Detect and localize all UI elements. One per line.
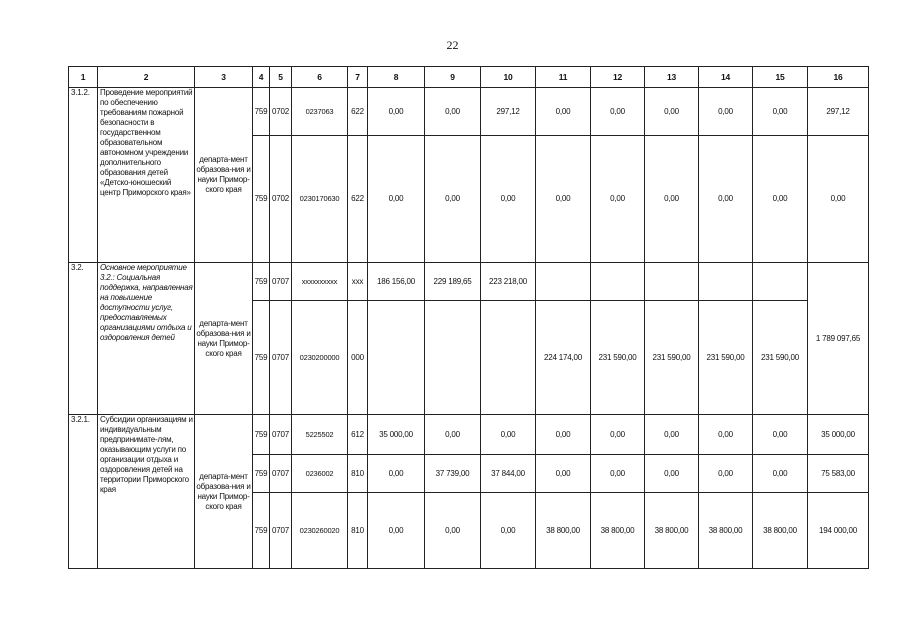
cell-rzpr: 0707 <box>270 415 292 455</box>
cell-value: 0,00 <box>536 455 591 493</box>
cell-value: 0,00 <box>368 136 425 263</box>
responsible-executor: департа-мент образова-ния и науки Примор-ского края <box>195 263 253 415</box>
cell-value <box>753 263 808 301</box>
budget-table <box>68 66 869 569</box>
table-row <box>69 263 869 301</box>
cell-value: 0,00 <box>425 493 481 569</box>
cell-value: 0,00 <box>645 136 699 263</box>
cell-total: 297,12 <box>808 88 869 136</box>
cell-value: 0,00 <box>699 455 753 493</box>
cell-value: 37 844,00 <box>481 455 536 493</box>
cell-value: 38 800,00 <box>753 493 808 569</box>
cell-vr: xxx <box>348 263 368 301</box>
column-header: 15 <box>753 67 808 88</box>
cell-value <box>645 263 699 301</box>
cell-csr: 0230260020 <box>292 493 348 569</box>
cell-total: 1 789 097,65 <box>808 263 869 415</box>
column-header: 2 <box>98 67 195 88</box>
cell-csr: 0237063 <box>292 88 348 136</box>
cell-value: 0,00 <box>591 88 645 136</box>
table-header-row <box>69 67 869 88</box>
cell-value: 229 189,65 <box>425 263 481 301</box>
cell-total: 75 583,00 <box>808 455 869 493</box>
cell-value: 0,00 <box>753 415 808 455</box>
cell-value: 38 800,00 <box>591 493 645 569</box>
column-header: 7 <box>348 67 368 88</box>
cell-total: 194 000,00 <box>808 493 869 569</box>
cell-csr: 0230200000 <box>292 301 348 415</box>
column-header: 12 <box>591 67 645 88</box>
cell-value: 38 800,00 <box>645 493 699 569</box>
cell-value: 0,00 <box>425 88 481 136</box>
column-header: 5 <box>270 67 292 88</box>
cell-value <box>425 301 481 415</box>
cell-value: 186 156,00 <box>368 263 425 301</box>
cell-rzpr: 0702 <box>270 88 292 136</box>
cell-value: 0,00 <box>645 88 699 136</box>
cell-value: 0,00 <box>645 455 699 493</box>
cell-value: 0,00 <box>425 415 481 455</box>
cell-value <box>368 301 425 415</box>
cell-value: 0,00 <box>591 136 645 263</box>
cell-vr: 612 <box>348 415 368 455</box>
column-header: 6 <box>292 67 348 88</box>
cell-value: 0,00 <box>481 493 536 569</box>
responsible-executor: департа-мент образова-ния и науки Примор-ского края <box>195 88 253 263</box>
cell-value <box>536 263 591 301</box>
column-header: 13 <box>645 67 699 88</box>
column-header: 1 <box>69 67 98 88</box>
table-row <box>69 415 869 455</box>
cell-grbs: 759 <box>253 263 270 301</box>
cell-grbs: 759 <box>253 455 270 493</box>
table-row <box>69 88 869 136</box>
cell-csr: xxxxxxxxxx <box>292 263 348 301</box>
column-header: 3 <box>195 67 253 88</box>
cell-value <box>591 263 645 301</box>
cell-value: 231 590,00 <box>591 301 645 415</box>
row-number: 3.2. <box>69 263 98 415</box>
cell-value: 0,00 <box>753 136 808 263</box>
column-header: 4 <box>253 67 270 88</box>
cell-value: 0,00 <box>699 136 753 263</box>
cell-value <box>699 263 753 301</box>
cell-csr: 0230170630 <box>292 136 348 263</box>
cell-value: 0,00 <box>481 415 536 455</box>
cell-vr: 810 <box>348 455 368 493</box>
row-number: 3.1.2. <box>69 88 98 263</box>
cell-value: 0,00 <box>753 455 808 493</box>
cell-rzpr: 0702 <box>270 136 292 263</box>
cell-value: 0,00 <box>753 88 808 136</box>
column-header: 8 <box>368 67 425 88</box>
cell-value: 38 800,00 <box>699 493 753 569</box>
responsible-executor: департа-мент образова-ния и науки Примор-ского края <box>195 415 253 569</box>
cell-rzpr: 0707 <box>270 493 292 569</box>
row-number: 3.2.1. <box>69 415 98 569</box>
column-header: 11 <box>536 67 591 88</box>
cell-value: 0,00 <box>368 88 425 136</box>
column-header: 10 <box>481 67 536 88</box>
cell-value: 0,00 <box>368 493 425 569</box>
cell-vr: 810 <box>348 493 368 569</box>
page-number: 22 <box>446 38 459 52</box>
cell-value: 231 590,00 <box>645 301 699 415</box>
cell-total: 0,00 <box>808 136 869 263</box>
cell-grbs: 759 <box>253 136 270 263</box>
cell-value: 231 590,00 <box>699 301 753 415</box>
cell-csr: 5225502 <box>292 415 348 455</box>
cell-value: 223 218,00 <box>481 263 536 301</box>
cell-grbs: 759 <box>253 493 270 569</box>
cell-value: 0,00 <box>368 455 425 493</box>
cell-vr: 622 <box>348 136 368 263</box>
cell-value: 0,00 <box>536 88 591 136</box>
cell-value: 231 590,00 <box>753 301 808 415</box>
cell-rzpr: 0707 <box>270 301 292 415</box>
cell-value <box>481 301 536 415</box>
cell-value: 35 000,00 <box>368 415 425 455</box>
cell-value: 0,00 <box>536 136 591 263</box>
cell-value: 38 800,00 <box>536 493 591 569</box>
cell-vr: 000 <box>348 301 368 415</box>
cell-value: 0,00 <box>645 415 699 455</box>
cell-vr: 622 <box>348 88 368 136</box>
measure-name: Основное мероприятие 3.2.: Социальная поддержка, направленная на повышение доступности услуг, предоставляемых организациями отдыха и оздоровления детей <box>98 263 195 415</box>
cell-grbs: 759 <box>253 88 270 136</box>
cell-value: 37 739,00 <box>425 455 481 493</box>
measure-name: Субсидии организациям и индивидуальным предпринимате-лям, оказывающим услуги по организации отдыха и оздоровления детей на территории Приморского края <box>98 415 195 569</box>
column-header: 14 <box>699 67 753 88</box>
cell-total: 35 000,00 <box>808 415 869 455</box>
cell-value: 0,00 <box>425 136 481 263</box>
cell-rzpr: 0707 <box>270 455 292 493</box>
column-header: 16 <box>808 67 869 88</box>
cell-value: 0,00 <box>536 415 591 455</box>
cell-grbs: 759 <box>253 415 270 455</box>
column-header: 9 <box>425 67 481 88</box>
cell-value: 0,00 <box>591 415 645 455</box>
cell-value: 0,00 <box>699 415 753 455</box>
cell-rzpr: 0707 <box>270 263 292 301</box>
cell-value: 0,00 <box>591 455 645 493</box>
cell-value: 0,00 <box>481 136 536 263</box>
cell-grbs: 759 <box>253 301 270 415</box>
cell-csr: 0236002 <box>292 455 348 493</box>
measure-name: Проведение мероприятий по обеспечению требованиям пожарной безопасности в государственном образовательном автономном учреждении дополнительного образования детей «Детско-юношеский центр Приморского края» <box>98 88 195 263</box>
cell-value: 224 174,00 <box>536 301 591 415</box>
cell-value: 297,12 <box>481 88 536 136</box>
cell-value: 0,00 <box>699 88 753 136</box>
